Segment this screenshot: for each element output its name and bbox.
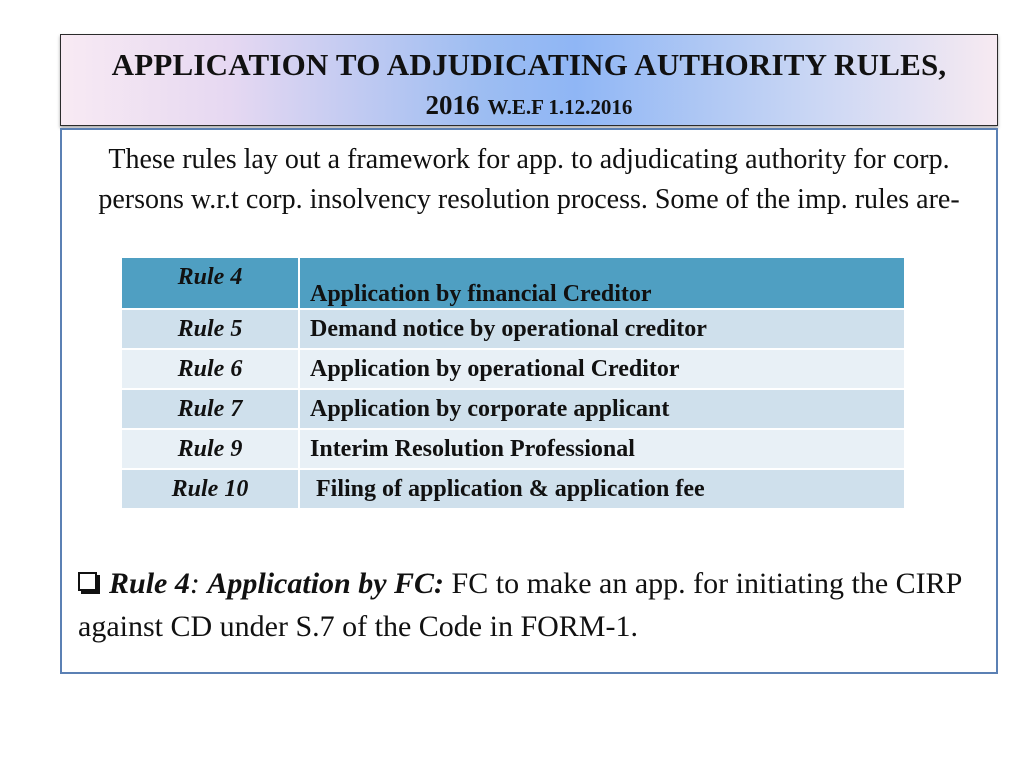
bullet-heading: Application by FC:	[207, 567, 445, 600]
slide-title-box	[60, 34, 998, 126]
title-wef: W.E.F 1.12.2016	[487, 95, 633, 119]
rule-description-cell: Application by corporate applicant	[299, 389, 905, 429]
rule-description-cell: Application by financial Creditor	[299, 257, 905, 309]
rule-number-cell: Rule 5	[121, 309, 299, 349]
rule-description-cell: Application by operational Creditor	[299, 349, 905, 389]
bullet-colon: :	[189, 567, 200, 600]
table-row	[121, 469, 905, 509]
slide-title-date	[61, 90, 997, 121]
rules-table	[120, 256, 906, 510]
table-row	[121, 309, 905, 349]
rule-description-cell: Demand notice by operational creditor	[299, 309, 905, 349]
table-row	[121, 349, 905, 389]
slide-title: APPLICATION TO ADJUDICATING AUTHORITY RULES,	[111, 47, 947, 82]
bullet-rule: Rule 4	[109, 567, 190, 600]
bullet-point	[78, 562, 980, 648]
rule-number-cell: Rule 7	[121, 389, 299, 429]
rule-description-cell: Interim Resolution Professional	[299, 429, 905, 469]
table-row	[121, 257, 905, 309]
bullet-text: FC to make an app. for initiating the CIRP against CD under S.7 of the Code in FORM-1.	[78, 567, 962, 643]
intro-paragraph: These rules lay out a framework for app. to adjudicating authority for corp. persons w.r.t corp. insolvency resolution process. Some of the imp. rules are-	[98, 144, 960, 215]
table-row	[121, 429, 905, 469]
rule-number-cell: Rule 4	[121, 257, 299, 309]
rule-number-cell: Rule 6	[121, 349, 299, 389]
checkbox-bullet-icon	[78, 572, 97, 591]
rule-number-cell: Rule 10	[121, 469, 299, 509]
rule-description-cell: Filing of application & application fee	[299, 469, 905, 509]
title-year: 2016	[425, 90, 480, 120]
rule-number-cell: Rule 9	[121, 429, 299, 469]
table-row	[121, 389, 905, 429]
content-box	[60, 128, 998, 674]
